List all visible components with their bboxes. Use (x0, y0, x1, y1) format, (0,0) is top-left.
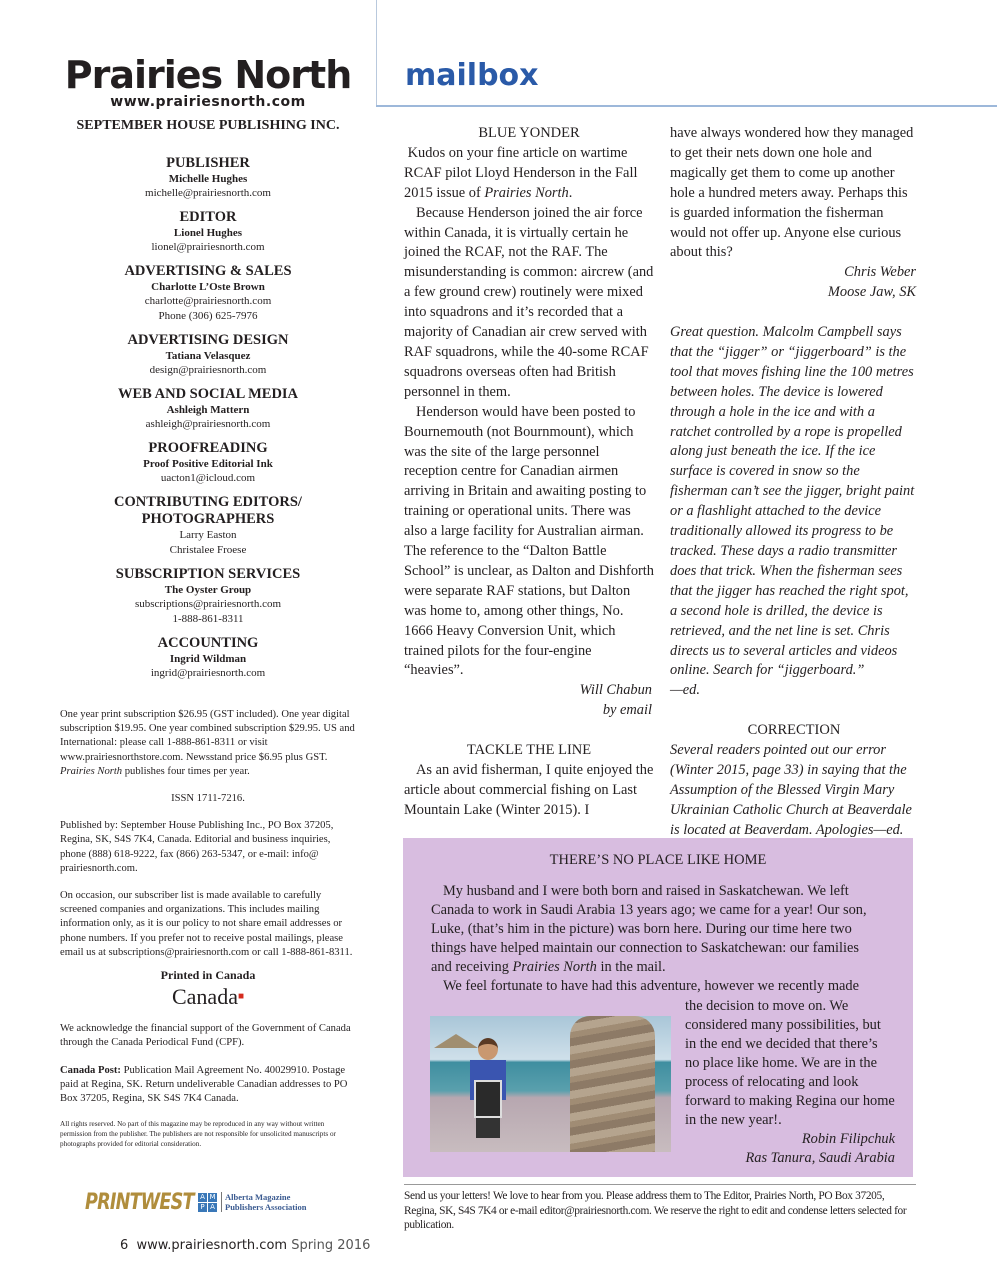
staff-name: Michelle Hughes (168, 173, 248, 185)
staff-role: WEB AND SOCIAL MEDIA (117, 386, 299, 402)
staff-role: EDITOR (179, 209, 237, 225)
staff-name: The Oyster Group (164, 584, 252, 596)
ampa-letter: A (198, 1193, 207, 1202)
canada-wordmark (60, 984, 356, 1010)
canada-post-info (60, 1064, 356, 1107)
published-by: Published by: September House Publishing Inc., PO Box 37205, Regina, SK, S4S 7K4, Canada. Editorial and business inquiries, phone (888) 618-9222, fax (866) 263-5347, or e-mail: info@ prairiesnorth.com. (60, 820, 334, 874)
canada-wordmark-text: Canada (171, 984, 238, 1010)
staff-section (60, 155, 356, 201)
editor-reply: Great question. Malcolm Campbell says that the “jigger” or “jiggerboard” is the tool that moves fishing line the 100 metres between holes. The device is lowered through a hole in the ice and with a ratchet controlled by a rope is propelled along just beneath the ice. If the ice surface is covered in snow so the fisherman can’t see the jigger, bright paint or a flashlight attached to the device traditionally allowed its progress to be tracked. These days a radio transmitter does that trick. When the fisherman sees that the jigger has reached the right spot, a second hole is drilled, the device is retrieved, and the net line is set. Chris directs us to several articles and videos online. Search for “jiggerboard.” (670, 324, 915, 679)
ampa-letter: A (208, 1203, 217, 1212)
staff-directory (60, 155, 356, 689)
staff-role: PUBLISHER (166, 155, 250, 171)
palm-trunk (570, 1016, 655, 1152)
rights-notice: All rights reserved. No part of this magazine may be reproduced in any way without written permission from the publisher. The publishers are not responsible for unsolicited manuscripts or photographs provided for editorial consideration. (60, 1120, 336, 1149)
fine-print (60, 708, 356, 1162)
staff-role: ACCOUNTING (157, 635, 259, 651)
staff-section (60, 440, 356, 486)
letter-signature-name: Chris Weber (844, 264, 916, 281)
correction-heading: CORRECTION (747, 722, 841, 739)
photo-boy-with-magazine (430, 1016, 671, 1152)
staff-role: ADVERTISING DESIGN (127, 332, 289, 348)
staff-name: Proof Positive Editorial Ink (143, 458, 273, 470)
publisher-company: SEPTEMBER HOUSE PUBLISHING INC. (76, 118, 340, 133)
featured-letter-continued (685, 997, 895, 1168)
letter-paragraph: the decision to move on. We considered many possibilities, but in the end we decided that there’s no place like home. We are in the process of relocating and look forward to making Regina our home in the new year!. (685, 998, 895, 1128)
letter-text: . (568, 184, 573, 201)
staff-role: PROOFREADING (148, 440, 268, 456)
letter-paragraph: Henderson would have been posted to Bournemouth (not Bournmount), which was the site of the large personnel reception centre for Canadian airmen arriving in Britain and awaiting posting to training or operational units. There was also a large facility for Australian airman. The reference to the “Dalton Battle School” is unclear, as Dalton and Dishforth were separate RAF stations, but Dalton was home to, among other things, No. 1666 Heavy Conversion Unit, which trained pilots for the four-engine “heavies”. (404, 403, 655, 679)
staff-contact: 1-888-861-8311 (172, 613, 244, 625)
website-link[interactable]: www.prairiesnorth.com (110, 94, 306, 110)
staff-email[interactable]: uacton1@icloud.com (160, 472, 256, 484)
letter-heading: TACKLE THE LINE (466, 742, 592, 759)
staff-section (60, 566, 356, 627)
staff-email[interactable]: ashleigh@prairiesnorth.com (145, 418, 271, 430)
magazine-name: Prairies North (512, 959, 597, 975)
letter-text: My husband and I were both born and raised in Saskatchewan. We left Canada to work in Saudi Arabia 13 years ago; we came for a year! Our son, Luke, (that’s him in the picture) was born here. During our time here two things have helped maintain our connection to Saskatchewan: our families and receiving (431, 883, 867, 975)
magazine-name: Prairies North (484, 184, 569, 201)
staff-name: Tatiana Velasquez (165, 350, 251, 362)
letters-submission-note: Send us your letters! We love to hear from you. Please address them to The Editor, Prairies North, PO Box 37205, Regina, SK, S4S 7K4 or e-mail editor@prairiesnorth.com. We reserve the right to edit and condense letters selected for publication. (404, 1184, 916, 1233)
issue-label: Spring 2016 (291, 1238, 371, 1253)
magazine-name: Prairies North (60, 765, 123, 777)
letter-paragraph (431, 882, 876, 977)
correction-text: Several readers pointed out our error (Winter 2015, page 33) in saying that the Assumption of the Blessed Virgin Mary Ukrainian Catholic Church at Beaverdale is located at Beaverdam. Apologies—ed. (670, 742, 912, 838)
subscription-text-end: publishes four times per year. (122, 765, 250, 777)
letter-signature-place: Moose Jaw, SK (827, 284, 916, 301)
editor-reply-sign: —ed. (670, 682, 700, 699)
staff-name: Lionel Hughes (173, 227, 243, 239)
page-number: 6 (120, 1238, 129, 1253)
printwest-logo: PRINTWEST (85, 1190, 194, 1215)
staff-section (60, 635, 356, 681)
staff-email[interactable]: michelle@prairiesnorth.com (145, 187, 271, 199)
staff-name: Ingrid Wildman (169, 653, 247, 665)
letter-text: Kudos on your fine article on wartime RCAF pilot Lloyd Henderson in the Fall 2015 issue of (404, 144, 638, 201)
issn: ISSN 1711-7216. (171, 793, 245, 805)
staff-section (60, 332, 356, 378)
footer-website: www.prairiesnorth.com (136, 1238, 288, 1253)
ampa-name (221, 1192, 306, 1212)
staff-email[interactable]: ingrid@prairiesnorth.com (150, 667, 266, 679)
canada-flag-icon: ■ (237, 991, 244, 1003)
ampa-line: Alberta Magazine (225, 1192, 291, 1202)
ampa-line: Publishers Association (225, 1202, 307, 1212)
section-title: mailbox (405, 58, 539, 93)
staff-email[interactable]: design@prairiesnorth.com (149, 364, 267, 376)
magazine-logo: Prairies North (64, 53, 352, 97)
letter-paragraph: As an avid fisherman, I quite enjoyed the article about commercial fishing on Last Mountain Lake (Winter 2015). I (404, 761, 654, 818)
boy-figure (470, 1038, 506, 1148)
letter-text: in the mail. (596, 959, 666, 975)
letter-signature-name: Will Chabun (579, 682, 652, 699)
staff-role: CONTRIBUTING EDITORS/ PHOTOGRAPHERS (114, 494, 302, 527)
letter-signature-place: Ras Tanura, Saudi Arabia (745, 1150, 895, 1166)
staff-email[interactable]: lionel@prairiesnorth.com (151, 241, 265, 253)
privacy-notice: On occasion, our subscriber list is made available to carefully screened companies and organizations. This includes mailing information only, as it is our policy to not share email addresses or phone numbers. If you prefer not to receive postal mailings, please email us at subscriptions@prairiesnorth.com or call 1-888-861-8311. (60, 890, 353, 958)
column-divider (376, 0, 377, 106)
staff-section (60, 263, 356, 324)
staff-contact: Phone (306) 625-7976 (158, 310, 258, 322)
staff-role: SUBSCRIPTION SERVICES (115, 566, 301, 582)
letter-signature-name: Robin Filipchuk (801, 1131, 895, 1147)
subscription-info (60, 708, 356, 779)
staff-contact: Christalee Froese (169, 544, 247, 556)
staff-role: ADVERTISING & SALES (124, 263, 292, 279)
letter-heading: BLUE YONDER (478, 125, 580, 141)
letter-paragraph: have always wondered how they managed to get their nets down one hole and magically get them to come up another hole a hundred meters away. Perhaps this is guarded information the fisherman would not offer up. Anyone else curious about this? (670, 125, 914, 261)
letters-column-right (670, 124, 918, 841)
subscription-text: One year print subscription $26.95 (GST included). One year digital subscription $19.95. One year combined subscription $29.95. US and International: please call 1-888-861-8311 or visit www.prairiesnorthstore.com. Newsstand price $6.95 plus GST. (60, 709, 355, 763)
letter-paragraph: We feel fortunate to have had this adventure, however we recently made (443, 978, 859, 994)
staff-section (60, 209, 356, 255)
page-footer (120, 1238, 370, 1253)
letter-paragraph: Because Henderson joined the air force within Canada, it is virtually certain he joined the RCAF, not the RAF. The misunderstanding is common: aircrew (and a few ground crew) routinely were mixed into squadrons and it’s recorded that a majority of Canadian air crew served with RAF squadrons, while the 40-some RCAF squadrons overseas often had British personnel in them. (404, 204, 654, 400)
canada-post-label: Canada Post: (60, 1064, 121, 1076)
letters-column-middle (404, 124, 654, 821)
staff-section (60, 386, 356, 432)
printed-in-canada: Printed in Canada (160, 968, 256, 983)
featured-letter-text (431, 882, 876, 996)
ampa-mark-icon (198, 1193, 217, 1212)
ampa-letter: P (198, 1203, 207, 1212)
ampa-logo (198, 1192, 306, 1212)
letter-paragraph (404, 144, 654, 204)
featured-letter-box (403, 838, 913, 1177)
staff-section (60, 494, 356, 558)
letter-heading: THERE’S NO PLACE LIKE HOME (549, 852, 767, 868)
staff-email[interactable]: subscriptions@prairiesnorth.com (134, 598, 282, 610)
ampa-letter: M (209, 1192, 216, 1201)
header-rule (376, 105, 997, 107)
canada-post-text: Publication Mail Agreement No. 40029910. Postage paid at Regina, SK. Return undeliverable Canadian addresses to PO Box 37205, Regina, SK S4S 7K4 Canada. (60, 1064, 348, 1105)
funding-acknowledgement: We acknowledge the financial support of the Government of Canada through the Canada Periodical Fund (CPF). (60, 1023, 351, 1049)
staff-name: Charlotte L’Oste Brown (151, 281, 265, 293)
staff-email[interactable]: charlotte@prairiesnorth.com (144, 295, 272, 307)
staff-name: Ashleigh Mattern (166, 404, 250, 416)
staff-contact: Larry Easton (179, 529, 237, 541)
letter-signature-place: by email (602, 702, 652, 719)
